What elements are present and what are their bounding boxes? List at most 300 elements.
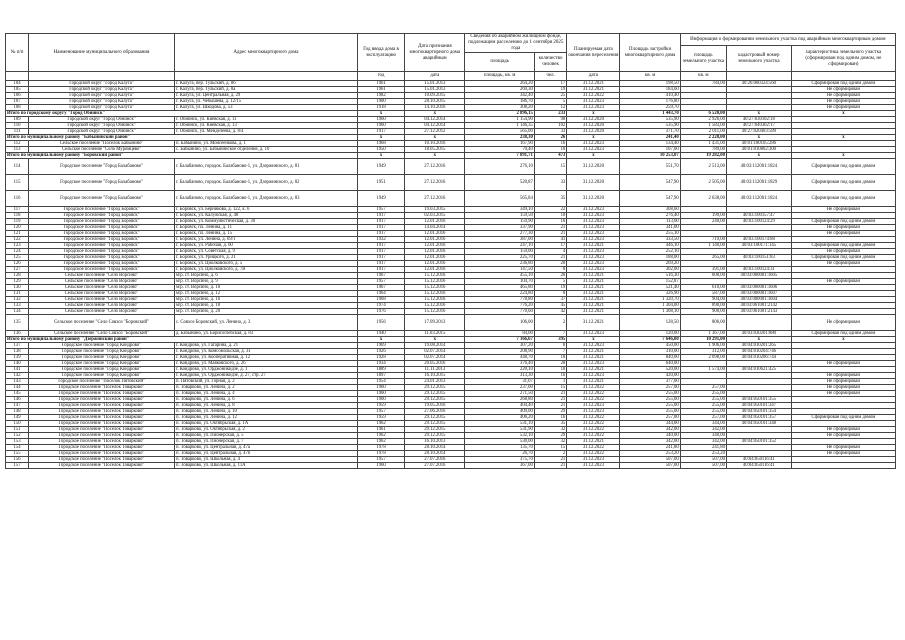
cell-date: 16.10.2013: [405, 439, 465, 445]
cell-area: 269,30: [465, 87, 534, 93]
cell-date: 15.12.2016: [405, 279, 465, 285]
cell-area: 337,90: [465, 225, 534, 231]
cell-mun: Сельское поселение "Село Ворсино": [29, 273, 175, 279]
cell-year: 1962: [357, 439, 404, 445]
cell-sq: 184,60: [620, 87, 680, 93]
cell-chr: Не сформирован: [791, 427, 895, 433]
cell-year: 1917: [357, 255, 404, 261]
cell-n: 114: [6, 159, 29, 175]
cell-land: 265,00: [680, 255, 726, 261]
cell-addr: г. Калуга, ул. Шкодова, д. 53: [174, 105, 357, 111]
cell-plan: 31.12.2021: [567, 303, 620, 309]
cell-land: 241,80: [680, 445, 726, 451]
cell-mun: Городское поселение "Город Боровск": [29, 231, 175, 237]
cell-area: 276,10: [465, 159, 534, 175]
cell-chr: х: [791, 111, 895, 117]
cell-plan: 31.12.2020: [567, 117, 620, 123]
cell-chr: х: [791, 135, 895, 141]
cell-mun: Городское поселение "Город Боровск": [29, 219, 175, 225]
cell-date: х: [405, 337, 465, 343]
cell-plan: 31.12.2021: [567, 315, 620, 331]
cell-cnt: 98: [534, 117, 566, 123]
cell-land: 240,00: [680, 219, 726, 225]
cell-cnt: 29: [534, 433, 566, 439]
cell-area: 7 166,67: [465, 337, 534, 343]
cell-plan: 31.12.2022: [567, 427, 620, 433]
cell-sq: 302,00: [620, 267, 680, 273]
cell-cnt: 21: [534, 463, 566, 469]
cell-land: 19 282,00: [680, 153, 726, 159]
cell-plan: 31.12.2023: [567, 463, 620, 469]
cell-area: 313,30: [465, 373, 534, 379]
cell-sq: 840,00: [620, 355, 680, 361]
cell-date: 12.01.2016: [405, 267, 465, 273]
cell-area: 186,70: [465, 99, 534, 105]
cell-sq: 253,20: [620, 451, 680, 457]
table-row: [6, 315, 896, 331]
cell-chr: Не сформирован: [791, 231, 895, 237]
cell-cnt: 18: [534, 355, 566, 361]
cell-year: х: [357, 337, 404, 343]
cell-plan: 31.12.2023: [567, 105, 620, 111]
cell-n: 147: [6, 403, 29, 409]
cell-sq: 10 253,07: [620, 153, 680, 159]
cell-date: 28.10.2015: [405, 99, 465, 105]
cell-plan: 31.12.2022: [567, 397, 620, 403]
cell-n: 109: [6, 117, 29, 123]
cell-year: 1918: [357, 105, 404, 111]
cell-n: 112: [6, 141, 29, 147]
cell-area: 531,90: [465, 427, 534, 433]
cell-land: 342,00: [680, 427, 726, 433]
cell-land: 342,00: [680, 439, 726, 445]
cell-area: 387,00: [465, 237, 534, 243]
cell-year: 1940: [357, 331, 404, 337]
cell-mun: Городское поселение "Поселок Товарково": [29, 445, 175, 451]
cell-cad: 40:04:050101:355: [726, 397, 791, 403]
cell-plan: х: [567, 153, 620, 159]
unit-blank: [726, 72, 791, 81]
cell-cnt: 5: [534, 99, 566, 105]
cell-addr: с. Бабынино, ул. Бабынинское отделение, д. 10: [174, 147, 357, 153]
cell-n: 156: [6, 457, 29, 463]
cell-sq: 333,50: [620, 237, 680, 243]
cell-cad: 40:04:050101:348: [726, 421, 791, 427]
cell-date: 10.09.2015: [405, 93, 465, 99]
cell-plan: 31.12.2021: [567, 355, 620, 361]
cell-n: 121: [6, 231, 29, 237]
cell-cad: 40:03:100174:88: [726, 237, 791, 243]
cell-year: 1957: [357, 279, 404, 285]
cell-plan: 31.12.2021: [567, 439, 620, 445]
cell-cnt: 15: [534, 159, 566, 175]
cell-addr: п. Товарково, ул. Пионерская, д. 7: [174, 439, 357, 445]
cell-n: 120: [6, 225, 29, 231]
cell-n: 141: [6, 367, 29, 373]
cell-plan: 31.12.2021: [567, 349, 620, 355]
cell-date: 04.12.2014: [405, 117, 465, 123]
cell-area: 271,50: [465, 391, 534, 397]
cell-cad: 40:03:061001:2142: [726, 303, 791, 309]
cell-cad: 40:04:050116:41: [726, 457, 791, 463]
cell-cad: 40:03:000001:1606: [726, 285, 791, 291]
cell-n: 144: [6, 385, 29, 391]
col-land-header: Информация о формировании земельного участка под аварийным многоквартирным домом: [680, 34, 895, 46]
cell-area: 220,10: [465, 367, 534, 373]
cell-addr: м/р. ст. Ворсино, д. 18: [174, 303, 357, 309]
cell-n: 138: [6, 349, 29, 355]
cell-land: 608,00: [680, 273, 726, 279]
cell-cad: 40:03:100157:47: [726, 213, 791, 219]
cell-sq: 344,00: [620, 421, 680, 427]
cell-cnt: 395: [534, 337, 566, 343]
cell-chr: Не сформирован: [791, 87, 895, 93]
cell-mun: Городское поселение "Поселок Товарково": [29, 427, 175, 433]
cell-cnt: 7: [534, 349, 566, 355]
cell-plan: 31.12.2022: [567, 93, 620, 99]
cell-n: 111: [6, 129, 29, 135]
sub-characteristic-header: характеристика земельного участка (сформирован под одним домом, не сформирован): [791, 46, 895, 72]
cell-area: 565,84: [465, 191, 534, 207]
cell-land: 2 638,00: [680, 191, 726, 207]
cell-land: 507,00: [680, 457, 726, 463]
cell-date: 12.01.2016: [405, 261, 465, 267]
cell-cnt: 5: [534, 279, 566, 285]
cell-cad: 40:03:030201:880: [726, 331, 791, 337]
cell-n: 117: [6, 207, 29, 213]
cell-n: 134: [6, 309, 29, 315]
cell-addr: п. Товарково, ул. Центральная, д. 47б: [174, 451, 357, 457]
cell-plan: х: [567, 337, 620, 343]
cell-date: 15.12.2016: [405, 297, 465, 303]
cell-cnt: 35: [534, 421, 566, 427]
cell-area: 376,40: [465, 361, 534, 367]
cell-cad: 40:03:112001:1824: [726, 191, 791, 207]
cell-year: 1889: [357, 367, 404, 373]
cell-n: 128: [6, 273, 29, 279]
cell-plan: 31.12.2020: [567, 175, 620, 191]
cell-sq: 326,90: [620, 291, 680, 297]
cell-land: 900,00: [680, 309, 726, 315]
cell-cad: 40:04:010201:265: [726, 343, 791, 349]
cell-cnt: 15: [534, 445, 566, 451]
cell-date: 27.12.2016: [405, 191, 465, 207]
cell-sq: 255,00: [620, 409, 680, 415]
cell-cnt: 26: [534, 273, 566, 279]
cell-area: 159,50: [465, 213, 534, 219]
cell-n: 153: [6, 439, 29, 445]
cell-year: 1961: [357, 87, 404, 93]
cell-plan: 31.12.2023: [567, 249, 620, 255]
cell-cad: 40:26:000324:560: [726, 81, 791, 87]
cell-addr: г. Боровск, ул. Циолковского, д. 7В: [174, 267, 357, 273]
cell-date: 15.01.2013: [405, 87, 465, 93]
cell-date: 04.12.2014: [405, 123, 465, 129]
cell-n: 119: [6, 219, 29, 225]
cell-plan: 31.12.2023: [567, 225, 620, 231]
cell-plan: 31.12.2021: [567, 367, 620, 373]
cell-plan: 31.12.2023: [567, 255, 620, 261]
cell-mun: Сельское поселение "Поселок Бабынино": [29, 141, 175, 147]
cell-year: 1968: [357, 297, 404, 303]
cell-cad: 40:04:010621:425: [726, 367, 791, 373]
cell-sq: 446,10: [620, 243, 680, 249]
cell-land: 719,00: [680, 237, 726, 243]
cell-land: 610,00: [680, 285, 726, 291]
table-row: [6, 175, 896, 191]
cell-land: 789,00: [680, 147, 726, 153]
cell-year: 1917: [357, 261, 404, 267]
cell-year: х: [357, 135, 404, 141]
cell-mun: Сельское поселение "Село Ворсино": [29, 297, 175, 303]
cell-plan: 31.12.2023: [567, 343, 620, 349]
cell-land: 1 140,00: [680, 243, 726, 249]
cell-year: 1957: [357, 207, 404, 213]
cell-cnt: 21: [534, 231, 566, 237]
cell-mun: Городской округ "Город Обнинск": [29, 123, 175, 129]
cell-sq: 176,80: [620, 99, 680, 105]
cell-land: 255,00: [680, 409, 726, 415]
cell-year: 1897: [357, 373, 404, 379]
cell-area: 159,90: [465, 219, 534, 225]
cell-cad: 40:03:000001:1604: [726, 297, 791, 303]
cell-chr: Не сформирован: [791, 105, 895, 111]
cell-year: 1960: [357, 463, 404, 469]
cell-land: 2 505,00: [680, 175, 726, 191]
cell-area: 409,00: [465, 409, 534, 415]
cell-date: 29.12.2015: [405, 385, 465, 391]
cell-mun: Городское поселение "Город Боровск": [29, 249, 175, 255]
cell-addr: г. Балабаново, городок. Балабаново-1, ул. Дзержинского, д. 83: [174, 191, 357, 207]
cell-addr: п. Товарково, ул. Ленина, д. 12: [174, 415, 357, 421]
cell-cad: 40:03:100124:31: [726, 267, 791, 273]
emergency-housing-table: [5, 33, 896, 469]
cell-cad: 40:01:180105:286: [726, 141, 791, 147]
cell-chr: Сформирован под одним домом: [791, 243, 895, 249]
cell-chr: Не сформирован: [791, 451, 895, 457]
cell-cad: 40:03:112001:1824: [726, 159, 791, 175]
cell-sq: 1 320,70: [620, 297, 680, 303]
cell-mun: Городское поселение "Поселок Товарково": [29, 403, 175, 409]
cell-cnt: 16: [534, 219, 566, 225]
cell-sq: 342,00: [620, 427, 680, 433]
cell-addr: г. Боровск, ул. Урицкого, д. 21: [174, 255, 357, 261]
cell-addr: г. Боровск, пл. Ленина, д. 15: [174, 231, 357, 237]
unit-date: дата: [405, 72, 465, 81]
cell-addr: г. Кондрово, ул. Кооперативная, д. 12: [174, 355, 357, 361]
cell-year: 1917: [357, 213, 404, 219]
cell-area: 236,80: [465, 261, 534, 267]
cell-plan: 31.12.2022: [567, 415, 620, 421]
cell-cnt: 20: [534, 261, 566, 267]
cell-plan: 31.12.2022: [567, 385, 620, 391]
cell-cnt: 22: [534, 207, 566, 213]
cell-addr: м/р. ст. Ворсино, д. 16: [174, 297, 357, 303]
cell-chr: Сформирован под одним домом: [791, 81, 895, 87]
cell-sq: 450,00: [620, 343, 680, 349]
cell-chr: Сформирован под одним домом: [791, 191, 895, 207]
cell-plan: 31.12.2021: [567, 309, 620, 315]
cell-date: 27.07.2016: [405, 463, 465, 469]
cell-sq: 420,00: [620, 373, 680, 379]
cell-date: 12.01.2016: [405, 219, 465, 225]
cell-n: 137: [6, 343, 29, 349]
cell-area: 106,00: [465, 315, 534, 331]
cell-year: 1954: [357, 379, 404, 385]
cell-plan: 31.12.2023: [567, 219, 620, 225]
cell-sq: 410,40: [620, 93, 680, 99]
cell-chr: Не сформирован: [791, 433, 895, 439]
cell-sq: 535,90: [620, 123, 680, 129]
cell-n: 116: [6, 191, 29, 207]
cell-cnt: 28: [534, 361, 566, 367]
cell-plan: 31.12.2021: [567, 379, 620, 385]
cell-land: 257,00: [680, 415, 726, 421]
cell-sq: 551,70: [620, 159, 680, 175]
report-sheet: [5, 33, 896, 469]
cell-date: 12.01.2016: [405, 231, 465, 237]
cell-mun: Городское поселение "Поселок Товарково": [29, 421, 175, 427]
cell-land: 199,00: [680, 213, 726, 219]
cell-chr: Не сформирован: [791, 249, 895, 255]
cell-date: 15.01.2013: [405, 81, 465, 87]
cell-date: 11.03.2015: [405, 331, 465, 337]
cell-cnt: 16: [534, 373, 566, 379]
cell-n: 143: [6, 379, 29, 385]
cell-n: 110: [6, 123, 29, 129]
cell-addr: п. Товарково, ул. Ленина, д. 10: [174, 409, 357, 415]
cell-mun: Городское поселение "Город Боровск": [29, 261, 175, 267]
cell-sq: 1 304,00: [620, 303, 680, 309]
cell-addr: г. Боровск, ул. Советская, д. 9: [174, 249, 357, 255]
cell-year: 1917: [357, 249, 404, 255]
cell-plan: 31.12.2022: [567, 391, 620, 397]
cell-plan: 31.12.2023: [567, 147, 620, 153]
cell-addr: г. Боровск, ул. Циолковского, д. 5: [174, 261, 357, 267]
cell-n: 113: [6, 147, 29, 153]
cell-addr: п. Товарково, ул. Ленина, д. 8: [174, 403, 357, 409]
cell-cad: 40:03:000001:1605: [726, 273, 791, 279]
cell-date: 15.12.2016: [405, 291, 465, 297]
unit-plan-date: дата: [567, 72, 620, 81]
cell-addr: г. Кондрово, ул. Орджоникидзе, д. 27, стр. 27: [174, 373, 357, 379]
col-address-header: Адрес многоквартирного дома: [174, 34, 357, 72]
cell-cad: 40:04:050101:352: [726, 439, 791, 445]
cell-chr: Не сформирован: [791, 261, 895, 267]
cell-date: 17.09.2013: [405, 315, 465, 331]
cell-n: 106: [6, 93, 29, 99]
cell-year: 1917: [357, 225, 404, 231]
cell-area: 247,10: [465, 243, 534, 249]
cell-mun: Сельское поселение "Село Ворсино": [29, 303, 175, 309]
cell-addr: с. Совхоз Боровский, ул. Ленина, д. 3: [174, 315, 357, 331]
cell-area: 455,10: [465, 273, 534, 279]
cell-date: 19.05.2016: [405, 403, 465, 409]
cell-cnt: 19: [534, 285, 566, 291]
cell-plan: 31.12.2023: [567, 141, 620, 147]
cell-mun: Городское поселение "Город Кондрово": [29, 367, 175, 373]
cell-chr: Не сформирован: [791, 279, 895, 285]
cell-addr: п. Товарково, ул. Октябрьская, д. 1А: [174, 421, 357, 427]
cell-year: 1934: [357, 361, 404, 367]
cell-cad: 40:04:010204:746: [726, 349, 791, 355]
cell-cad: 40:27:020403:589: [726, 129, 791, 135]
cell-plan: 31.12.2023: [567, 403, 620, 409]
cell-year: 1960: [357, 397, 404, 403]
cell-plan: х: [567, 135, 620, 141]
cell-sq: 276,40: [620, 213, 680, 219]
cell-cad: х: [726, 111, 791, 117]
unit-people: чел.: [534, 72, 566, 81]
cell-cnt: 33: [534, 129, 566, 135]
cell-mun: Сельское поселение "Село Совхоз "Боровский": [29, 315, 175, 331]
cell-cnt: 15: [534, 385, 566, 391]
cell-mun: Городское поселение "Город Балабаново": [29, 191, 175, 207]
cell-sq: 640,00: [620, 361, 680, 367]
cell-area: 238,30: [465, 135, 534, 141]
cell-mun: Городское поселение "Город Балабаново": [29, 175, 175, 191]
cell-cad: 40:03:000001:1607: [726, 291, 791, 297]
cell-plan: 31.12.2021: [567, 285, 620, 291]
cell-cnt: 1: [534, 379, 566, 385]
sub-area-header: площадь: [465, 53, 534, 72]
cell-n: 124: [6, 249, 29, 255]
cell-sq: 241,80: [620, 445, 680, 451]
cell-sq: 516,30: [620, 273, 680, 279]
cell-year: 1956: [357, 315, 404, 331]
cell-chr: Не сформирован: [791, 93, 895, 99]
cell-mun: Городское поселение "Поселок Товарково": [29, 433, 175, 439]
cell-addr: п. Товарково, ул. Школьная, д. 4: [174, 457, 357, 463]
cell-mun: Городское поселение "Город Балабаново": [29, 159, 175, 175]
cell-chr: Не сформирован: [791, 361, 895, 367]
cell-addr: п. Товарково, ул. Ленина, д. 6: [174, 397, 357, 403]
cell-land: 255,00: [680, 403, 726, 409]
cell-sq: 269,20: [620, 261, 680, 267]
cell-date: 29.12.2015: [405, 427, 465, 433]
col-recognition-date-header: Дата признания многоквартирного дома аварийным: [405, 34, 465, 72]
cell-sq: 128,50: [620, 315, 680, 331]
cell-cnt: 21: [534, 397, 566, 403]
cell-sq: 152,87: [620, 279, 680, 285]
cell-year: 1959: [357, 403, 404, 409]
cell-year: х: [357, 153, 404, 159]
cell-date: 15.12.2016: [405, 273, 465, 279]
cell-sq: 198,50: [620, 81, 680, 87]
cell-sq: 535,90: [620, 117, 680, 123]
cell-addr: п. Товарково, ул. Пионерская, д. 5: [174, 433, 357, 439]
cell-mun: Сельское поселение "Село Совхоз "Боровский": [29, 331, 175, 337]
cell-cad: 40:03:061001:2143: [726, 309, 791, 315]
cell-addr: г. Балабаново, городок. Балабаново-1, ул. Дзержинского, д. 82: [174, 175, 357, 191]
cell-sq: 507,00: [620, 463, 680, 469]
cell-n: 126: [6, 261, 29, 267]
cell-plan: 31.12.2022: [567, 433, 620, 439]
cell-cnt: 2: [534, 315, 566, 331]
cell-year: 1949: [357, 159, 404, 175]
cell-plan: 31.12.2022: [567, 445, 620, 451]
cell-mun: Городское поселение "Город Боровск": [29, 255, 175, 261]
cell-sq: 310,00: [620, 349, 680, 355]
cell-cnt: 16: [534, 415, 566, 421]
cell-area: 565,00: [465, 129, 534, 135]
cell-mun: Городское поселение "Поселок Товарково": [29, 397, 175, 403]
cell-chr: Не сформирован: [791, 207, 895, 213]
cell-sq: 521,40: [620, 285, 680, 291]
cell-date: 28.10.2014: [405, 445, 465, 451]
cell-mun: Городское поселение "Поселок Товарково": [29, 409, 175, 415]
cell-addr: г. Кондрово, ул. Маяковского, д. 26: [174, 361, 357, 367]
